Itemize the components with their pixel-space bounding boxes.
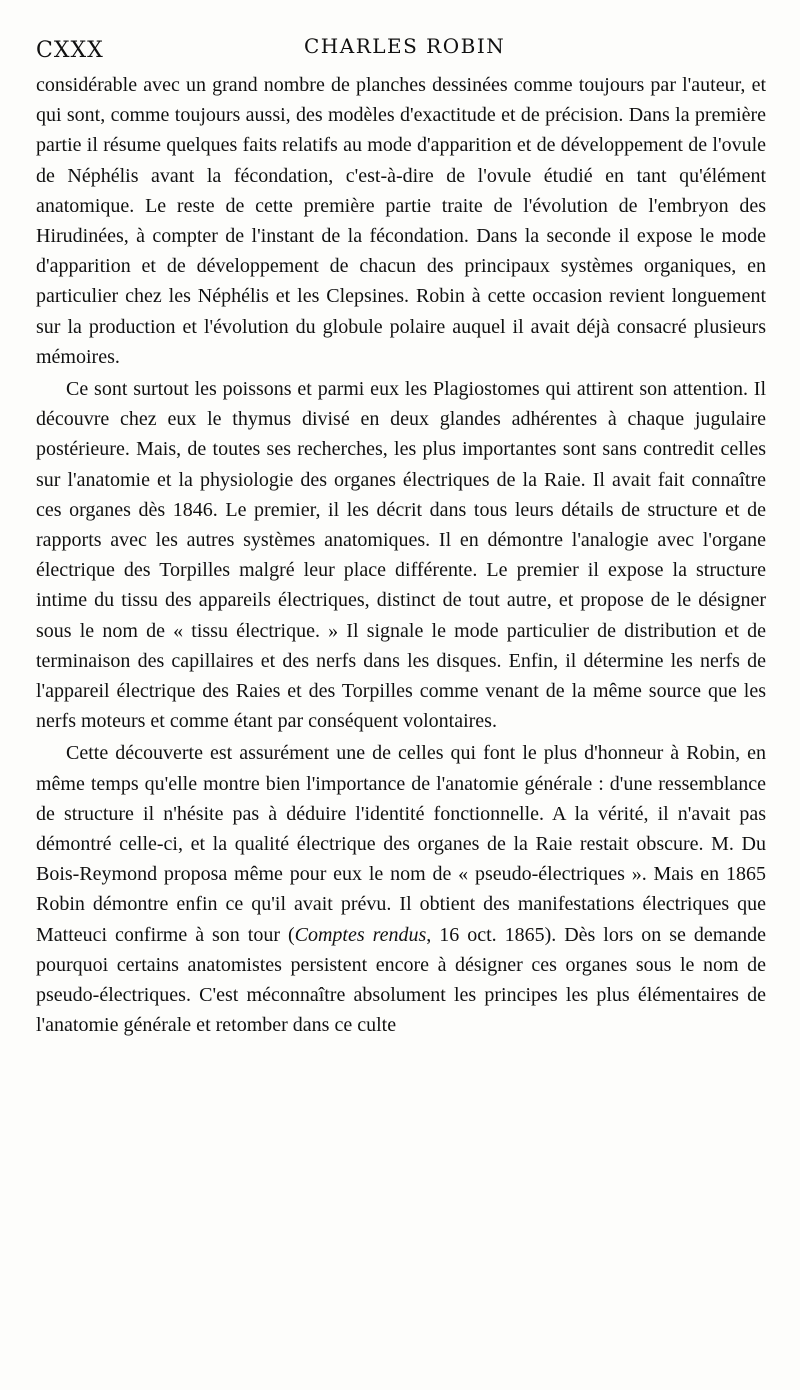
body-text [36,70,766,1041]
paragraph-3 [36,738,766,1040]
paragraph-3-part-1: Cette découverte est assurément une de celles qui font le plus d'honneur à Robin, en même temps qu'elle montre bien l'importance de l'anatomie générale : d'une ressemblance de structure il n'hésite pas à déduire l'identité fonctionnelle. A la vérité, il n'avait pas démontré celle-ci, et la qualité électrique des organes de la Raie restait obscure. M. Du Bois-Reymond proposa même pour eux le nom de « pseudo-électriques ». Mais en 1865 Robin démontre enfin ce qu'il avait prévu. Il obtient des manifestations électriques que Matteuci confirme à son tour ( [36,742,766,946]
page-number: CXXX [36,38,104,63]
paragraph-1: considérable avec un grand nombre de planches dessinées comme toujours par l'auteur, et qui sont, comme toujours aussi, des modèles d'exactitude et de précision. Dans la première partie il résume quelques faits relatifs au mode d'apparition et de développement de l'ovule de Néphélis avant la fécondation, c'est-à-dire de l'ovule étudié en tant qu'élément anatomique. Le reste de cette première partie traite de l'évolution de l'embryon des Hirudinées, à compter de l'instant de la fécondation. Dans la seconde il expose le mode d'apparition et de développement de chacun des principaux systèmes organiques, en particulier chez les Néphélis et les Clepsines. Robin à cette occasion revient longuement sur la production et l'évolution du globule polaire auquel il avait déjà consacré plusieurs mémoires. [36,74,766,368]
page-header [36,30,766,64]
paragraph-3-part-2: , 16 oct. 1865). Dès lors on se demande pourquoi certains anatomistes persistent encore à désigner ces organes sous le nom de pseudo-électriques. C'est méconnaître absolument les principes les plus élémentaires de l'anatomie générale et retomber dans ce culte [36,923,767,1037]
paragraph-2: Ce sont surtout les poissons et parmi eux les Plagiostomes qui attirent son attention. Il découvre chez eux le thymus divisé en deux glandes adhérentes à chaque jugulaire postérieure. Mais, de toutes ses recherches, les plus importantes sont sans contredit celles sur l'anatomie et la physiologie des organes électriques de la Raie. Il avait fait connaître ces organes dès 1846. Le premier, il les décrit dans tous leurs détails de structure et de rapports avec les autres systèmes anatomiques. Il en démontre l'analogie avec l'organe électrique des Torpilles malgré leur place différente. Le premier il expose la structure intime du tissu des appareils électriques, distinct de tout autre, et propose de le désigner sous le nom de « tissu électrique. » Il signale le mode particulier de distribution et de terminaison des capillaires et des nerfs dans les disques. Enfin, il détermine les nerfs de l'appareil électrique des Raies et des Torpilles comme venant de la même source que les nerfs moteurs et comme étant par conséquent volontaires. [36,378,766,733]
citation-title: Comptes rendus [294,923,427,946]
running-title: CHARLES ROBIN [304,34,506,58]
